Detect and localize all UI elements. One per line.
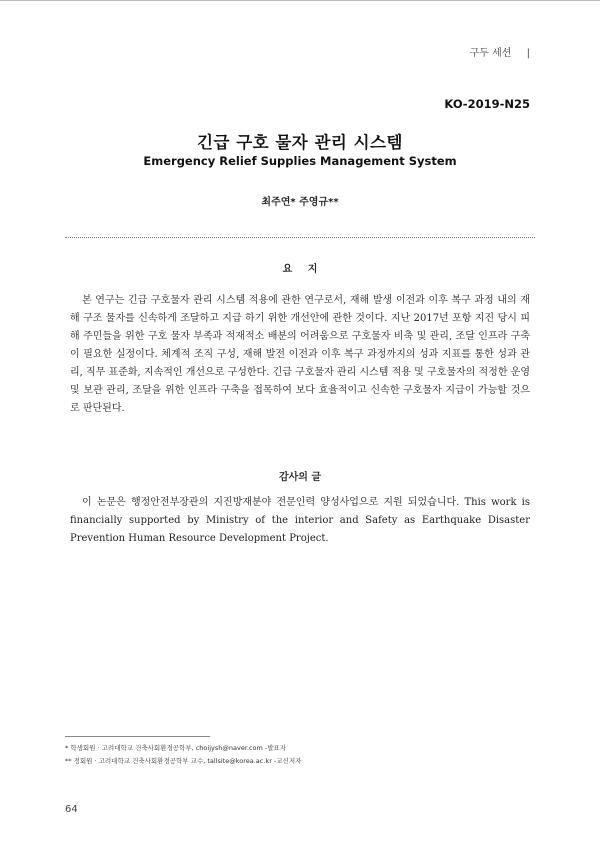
footnote-divider: [65, 736, 210, 737]
abstract-heading: 요 지: [282, 264, 318, 275]
running-title: 구두 세션: [469, 48, 512, 59]
acknowledgement-text: 이 논문은 행정안전부장관의 지진방재분야 전문인력 양성사업으로 지원 되었습니다. This work is financially supported by Ministry of the interior and Safety as Earthquake Disaster Prevention Human Resource Development Project.: [70, 497, 530, 544]
footnotes: [65, 742, 301, 768]
footnote-author-2: ** 정회원 · 고려대학교 건축사회환경공학부 교수, tallsite@korea.ac.kr -교신저자: [65, 757, 302, 765]
acknowledgement-body: [70, 494, 530, 548]
paper-title-korean: 긴급 구호 물자 관리 시스템: [197, 133, 403, 152]
dotted-divider: [65, 237, 535, 238]
page-number: 64: [65, 804, 78, 815]
author-list: 최주연* 주영규**: [261, 197, 339, 208]
acknowledgement-heading: 감사의 글: [278, 472, 322, 483]
abstract-text: 본 연구는 긴급 구호물자 관리 시스템 적용에 관한 연구로서, 재해 발생 이전과 이후 복구 과정 내의 재해 구조 물자를 신속하게 조달하고 지급 하기 위한 개선안에 관한 것이다. 지난 2017년 포항 지진 당시 피해 주민들을 위한 구호 물자 부족과 적재적소 배분의 어려움으로 구호물자 비축 및 관리, 조달 인프라 구축이 필요한 실정이다. 체계적 조직 구성, 재해 발전 이전과 이후 복구 과정까지의 성과 지표를 통한 성과 관리, 직무 표준화, 지속적인 개선으로 구성한다. 긴급 구호물자 관리 시스템 적용 및 구호물자의 적정한 운영 및 보관 관리, 조달을 위한 인프라 구축을 접목하여 보다 효율적이고 신속한 구호물자 지급이 가능할 것으로 판단된다.: [70, 295, 530, 414]
header-separator: |: [526, 48, 530, 59]
paper-code: KO-2019-N25: [444, 97, 530, 111]
abstract-body: [70, 292, 530, 418]
footnote-author-1: * 학생회원 · 고려대학교 건축사회환경공학부, choijysh@naver.com -발표자: [65, 744, 287, 752]
running-header: [470, 44, 530, 59]
paper-title-english: Emergency Relief Supplies Management System: [143, 154, 457, 168]
